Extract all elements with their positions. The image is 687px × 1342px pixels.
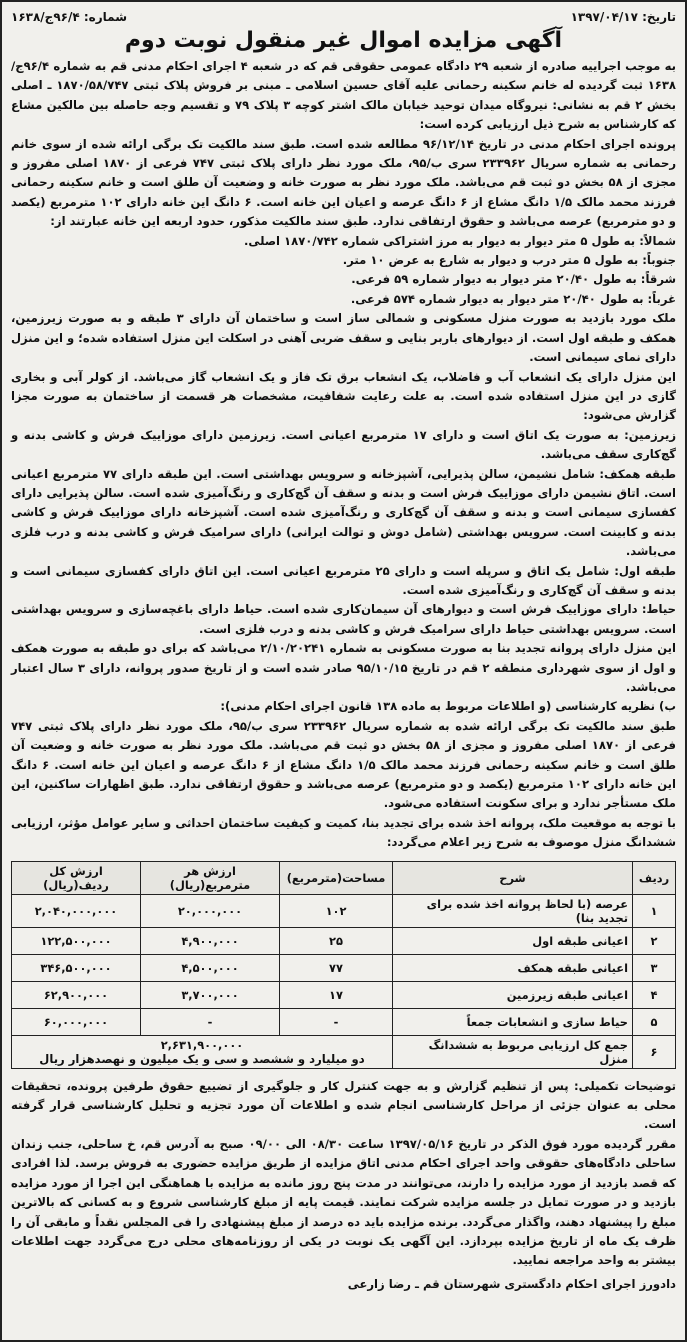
boundary-west: غرباً: به طول ۲۰/۴۰ متر دیوار به دیوار شماره ۵۷۴ فرعی. [350, 291, 676, 306]
paragraph: ب) نظریه کارشناسی (و اطلاعات مربوط به ماده ۱۳۸ قانون اجرای احکام مدنی): [220, 699, 676, 714]
table-row [12, 927, 676, 954]
cell-unit: ۴,۹۰۰,۰۰۰ [141, 927, 280, 954]
paragraph: با توجه به موقعیت ملک، پروانه اخذ شده برای تجدید بنا، کمیت و کیفیت ساختمان احداثی و سایر عوامل مؤثر، ارزیابی ششدانگ منزل موصوف به شرح زیر اعلام می‌گردد: [11, 815, 676, 850]
paragraph: توضیحات تکمیلی: پس از تنظیم گزارش و به جهت کنترل کار و جلوگیری از تضییع حقوق طرفین پرونده، تحقیقات محلی به عنوان جزئی از مراحل کارشناسی انجام شده و اطلاعات آن مورد تجزیه و تحلیل کارشناسی قرار گرفته است. [11, 1078, 676, 1132]
header-row [11, 8, 676, 26]
number-label: شماره: ۹۶/۴ج/۱۶۳۸ [11, 10, 128, 24]
cell-unit: - [141, 1008, 280, 1035]
paragraph: این منزل دارای یک انشعاب آب و فاضلاب، یک انشعاب برق تک فاز و یک انشعاب گاز می‌باشد. از کولر آبی و بخاری گازی در این منزل استفاده شده است. به علت رعایت شفافیت، مشخصات هر قسمت از ساختمان به صورت مجزا گزارش می‌شود: [11, 369, 676, 423]
notice-body [11, 57, 676, 853]
cell-unit: ۲۰,۰۰۰,۰۰۰ [141, 894, 280, 927]
cell-unit: ۳,۷۰۰,۰۰۰ [141, 981, 280, 1008]
notice-footer [11, 1077, 676, 1271]
table-row [12, 981, 676, 1008]
table-row [12, 954, 676, 981]
signature: دادورز اجرای احکام دادگستری شهرستان قم ـ رضا زارعی [347, 1276, 676, 1291]
cell-area: - [280, 1008, 393, 1035]
cell-desc: عرصه (با لحاظ پروانه اخذ شده برای تجدید بنا) [393, 894, 633, 927]
cell-desc: اعیانی طبقه همکف [393, 954, 633, 981]
cell-unit: ۴,۵۰۰,۰۰۰ [141, 954, 280, 981]
col-unit-header: ارزش هر مترمربع(ریال) [141, 861, 280, 894]
grand-total-value: ۲,۶۳۱,۹۰۰,۰۰۰ [160, 1037, 244, 1052]
cell-desc: حیاط سازی و انشعابات جمعاً [393, 1008, 633, 1035]
cell-total: ۳۴۶,۵۰۰,۰۰۰ [12, 954, 141, 981]
boundary-north: شمالاً: به طول ۵ متر دیوار به دیوار به مرز اشتراکی شماره ۱۸۷۰/۷۴۲ اصلی. [243, 233, 676, 248]
table-header-row [12, 861, 676, 894]
paragraph: طبق سند مالکیت تک برگی ارائه شده به شماره سریال ۲۳۳۹۶۲ سری ب/۹۵، ملک مورد نظر دارای پلاک ثبتی ۷۴۷ فرعی از ۱۸۷۰ اصلی مفروز و مجزی از ۵۸ بخش دو ثبت قم می‌باشد. ملک مورد نظر به صورت خانه و وضعیت آن طلق است و خانم سکینه رحمانی فرزند محمد مالک ۱/۵ دانگ مشاع از ۶ دانگ عرصه و اعیان این خانه است. ۶ دانگ این خانه دارای ۱۰۲ مترمربع (یکصد و دو مترمربع) عرصه می‌باشد و حقوق ارتفاقی ندارد. طبق اظهارات ساکنین، این ملک مستأجر ندارد و برای سکونت استفاده می‌شود. [11, 718, 676, 811]
date-label: تاریخ: ۱۳۹۷/۰۴/۱۷ [570, 10, 676, 24]
cell-total: ۱۲۲,۵۰۰,۰۰۰ [12, 927, 141, 954]
cell-row: ۴ [633, 981, 676, 1008]
paragraph: پرونده اجرای احکام مدنی در تاریخ ۹۶/۱۲/۱۴ مطالعه شده است. طبق سند مالکیت تک برگی ارائه شده از سوی خانم رحمانی به شماره سریال ۲۳۳۹۶۲ سری ب/۹۵، ملک مورد نظر دارای پلاک ثبتی ۷۴۷ فرعی از ۱۸۷۰ اصلی مفروز و مجزی از ۵۸ بخش دو ثبت قم می‌باشد. ملک مورد نظر به صورت خانه و وضعیت آن طلق است و خانم سکینه رحمانی فرزند محمد مالک ۱/۵ دانگ مشاع از ۶ دانگ عرصه و اعیان این خانه است. ۶ دانگ این خانه دارای ۱۰۲ مترمربع (یکصد و دو مترمربع) عرصه می‌باشد و حقوق ارتفاقی ندارد. طبق سند مالکیت مذکور، حدود اربعه این خانه عبارتند از: [11, 136, 677, 229]
cell-area: ۲۵ [280, 927, 393, 954]
col-row-header: ردیف [633, 861, 676, 894]
notice-title: آگهی مزایده اموال غیر منقول نوبت دوم [124, 28, 563, 53]
cell-grand-total [12, 1035, 393, 1068]
cell-area: ۱۰۲ [280, 894, 393, 927]
cell-row: ۵ [633, 1008, 676, 1035]
table-row [12, 894, 676, 927]
cell-total: ۶۲,۹۰۰,۰۰۰ [12, 981, 141, 1008]
cell-total-desc: جمع کل ارزیابی مربوط به ششدانگ منزل [393, 1035, 633, 1068]
cell-area: ۱۷ [280, 981, 393, 1008]
cell-desc: اعیانی طبقه زیرزمین [393, 981, 633, 1008]
paragraph: حیاط: دارای موزاییک فرش است و دیوارهای آن سیمان‌کاری شده است. حیاط دارای باغچه‌سازی و سرویس بهداشتی است. سرویس بهداشتی حیاط دارای سرامیک فرش و کاشی بدنه و درب فلزی است. [11, 602, 676, 636]
grand-total-words: دو میلیارد و ششصد و سی و یک میلیون و نهصدهزار ریال [39, 1051, 365, 1066]
table-total-row [12, 1035, 676, 1068]
cell-area: ۷۷ [280, 954, 393, 981]
paragraph: طبقه اول: شامل یک اتاق و سرپله است و دارای ۲۵ مترمربع اعیانی است. این اتاق دارای کفسازی سیمانی است و بدنه و سقف آن گچ‌کاری و رنگ‌آمیزی شده است. [11, 563, 676, 597]
boundary-east: شرقاً: به طول ۲۰/۴۰ متر دیوار به دیوار شماره ۵۹ فرعی. [351, 272, 676, 287]
cell-total: ۲,۰۴۰,۰۰۰,۰۰۰ [12, 894, 141, 927]
paragraph: زیرزمین: به صورت یک اتاق است و دارای ۱۷ مترمربع اعیانی است. زیرزمین دارای موزاییک فرش و کاشی بدنه و گچ‌کاری سقف می‌باشد. [11, 427, 676, 462]
table-row [12, 1008, 676, 1035]
paragraph: طبقه همکف: شامل نشیمن، سالن پذیرایی، آشپزخانه و سرویس بهداشتی است. این طبقه دارای ۷۷ مترمربع اعیانی است. اتاق نشیمن دارای موزاییک فرش است و بدنه و سقف آن گچ‌کاری و رنگ‌آمیزی شده است. سالن پذیرایی دارای کفسازی سیمانی است و بدنه و سقف آن گچ‌کاری و رنگ‌آمیزی شده است. آشپزخانه دارای موزاییک فرش و کاشی بدنه و کابینت است. سرویس بهداشتی (شامل دوش و توالت ایرانی) دارای سرامیک فرش و کاشی بدنه و درب فلزی می‌باشد. [11, 466, 676, 559]
cell-row: ۶ [633, 1035, 676, 1068]
cell-total: ۶۰,۰۰۰,۰۰۰ [12, 1008, 141, 1035]
boundary-south: جنوباً: به طول ۵ متر درب و دیوار به شارع به عرض ۱۰ متر. [342, 253, 676, 268]
paragraph: مقرر گردیده مورد فوق الذکر در تاریخ ۱۳۹۷/۰۵/۱۶ ساعت ۰۸/۳۰ الی ۰۹/۰۰ صبح به آدرس قم، خ ساحلی، جنب زندان ساحلی دادگاه‌های حقوقی واحد اجرای احکام مدنی اتاق مزایده از طریق مزایده حضوری به فروش برسد. لذا افرادی که قصد بازدید از مورد مزایده را دارند، می‌توانند در مدت پنج روز مانده به مزایده با هماهنگی این اجرا از مورد مزایده بازدید و در صورت تمایل در جلسه مزایده شرکت نمایند. قیمت پایه از مبلغ کارشناسی شروع و به کسانی که بالاترین مبلغ را پیشنهاد دهند، واگذار می‌گردد. برنده مزایده باید ده درصد از مبلغ پیشنهادی را فی المجلس نقداً و مابقی آن را ظرف یک ماه از تاریخ مزایده بپردازد. این آگهی یک نوبت در یکی از روزنامه‌های محلی درج می‌گردد جهت اطلاعات بیشتر به واحد مراجعه نمایید. [11, 1136, 677, 1268]
paragraph: به موجب اجراییه صادره از شعبه ۲۹ دادگاه عمومی حقوقی قم که در شعبه ۴ اجرای احکام مدنی قم به شماره ۹۶/۴ج/۱۶۳۸ ثبت گردیده له خانم سکینه رحمانی علیه آقای حسین اسلامی ـ مبنی بر فروش پلاک ثبتی ۱۸۷۰/۵۸/۷۴۷ ـ اصلی بخش ۲ قم به نشانی: نیروگاه میدان توحید خیابان مالک اشتر کوچه ۳ پلاک ۷۹ و تقسیم وجه حاصله بین مالکین مشاع که کارشناس به شرح ذیل ارزیابی کرده است: [11, 59, 676, 132]
paragraph: ملک مورد بازدید به صورت منزل مسکونی و شمالی ساز است و ساختمان آن دارای ۳ طبقه و به صورت زیرزمین، همکف و طبقه اول است. از دیوارهای باربر بنایی و سقف ضربی آهنی در اسکلت این منزل استفاده شده؛ و این منزل دارای نمای سیمانی است. [11, 311, 677, 365]
col-area-header: مساحت(مترمربع) [280, 861, 393, 894]
cell-row: ۳ [633, 954, 676, 981]
cell-row: ۲ [633, 927, 676, 954]
valuation-table [11, 861, 676, 1069]
col-total-header: ارزش کل ردیف(ریال) [12, 861, 141, 894]
paragraph: این منزل دارای پروانه تجدید بنا به صورت مسکونی به شماره ۲/۱۰/۲۰۲۴۱ می‌باشد که برای دو طبقه به صورت همکف و اول از سوی شهرداری منطقه ۲ قم در تاریخ ۹۵/۱۰/۱۵ صادر شده است و از تاریخ صدور پروانه، دارای ۳ سال اعتبار می‌باشد. [11, 641, 677, 694]
cell-desc: اعیانی طبقه اول [393, 927, 633, 954]
col-desc-header: شرح [393, 861, 633, 894]
cell-row: ۱ [633, 894, 676, 927]
